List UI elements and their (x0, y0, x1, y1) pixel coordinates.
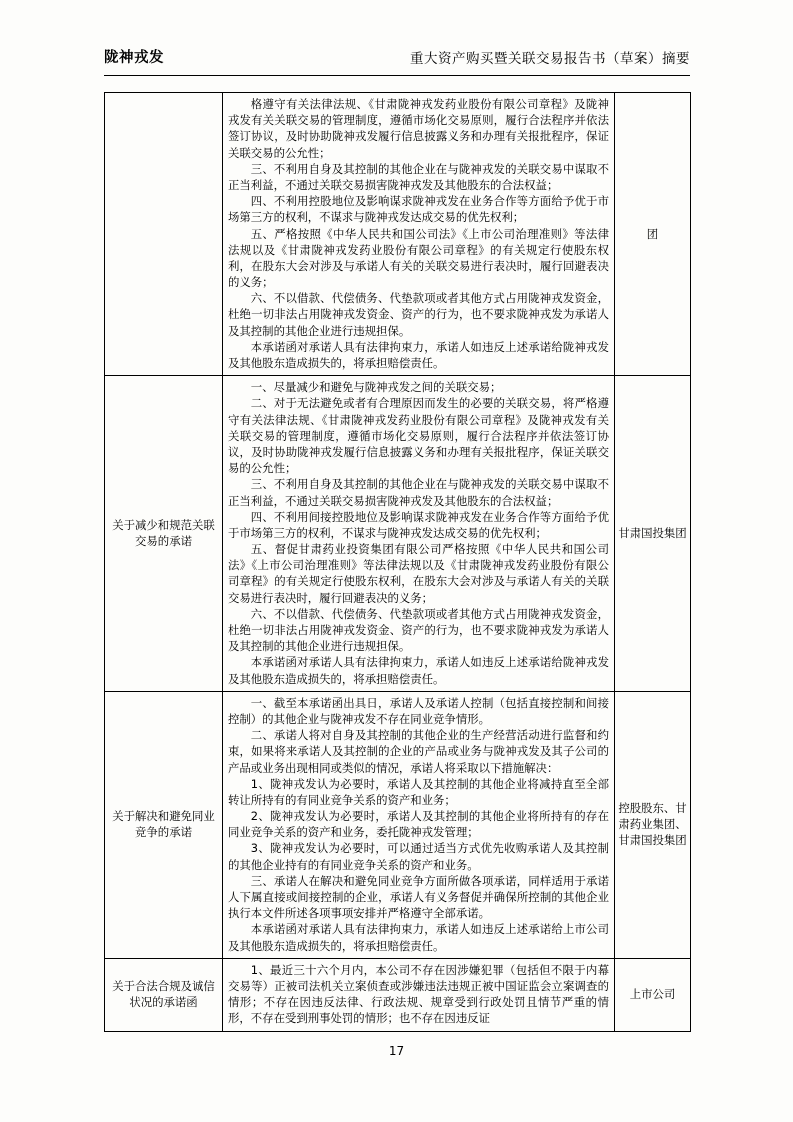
row-party: 甘肃国投集团 (615, 376, 691, 692)
paragraph: 格遵守有关法律法规、《甘肃陇神戎发药业股份有限公司章程》及陇神戎发有关关联交易的管理制度，遵循市场化交易原则，履行合法程序并依法签订协议，及时协助陇神戎发履行信息披露义务和办理有关报批程序，保证关联交易的公允性； (228, 97, 609, 160)
page-number: 17 (388, 1044, 405, 1058)
paragraph: 三、不利用自身及其控制的其他企业在与陇神戎发的关联交易中谋取不正当利益，不通过关联交易损害陇神戎发及其他股东的合法权益； (228, 477, 609, 508)
table-row (105, 93, 691, 376)
paragraph: 六、不以借款、代偿债务、代垫款项或者其他方式占用陇神戎发资金，杜绝一切非法占用陇神戎发资金、资产的行为，也不要求陇神戎发为承诺人及其控制的其他企业进行违规担保。 (228, 606, 609, 654)
paragraph: 四、不利用控股地位及影响谋求陇神戎发在业务合作等方面给予优于市场第三方的权利，不谋求与陇神戎发达成交易的优先权利； (228, 194, 609, 225)
header-document-title: 重大资产购买暨关联交易报告书（草案）摘要 (410, 51, 690, 67)
paragraph: 二、对于无法避免或者有合理原因而发生的必要的关联交易，将严格遵守有关法律法规、《甘肃陇神戎发药业股份有限公司章程》及陇神戎发有关关联交易的管理制度，遵循市场化交易原则，履行合法程序并依法签订协议，及时协助陇神戎发履行信息披露义务和办理有关报批程序，保证关联交易的公允性； (228, 396, 609, 476)
paragraph: 1、陇神戎发认为必要时，承诺人及其控制的其他企业将减持直至全部转让所持有的有同业竞争关系的资产和业务； (228, 776, 609, 807)
paragraph: 三、不利用自身及其控制的其他企业在与陇神戎发的关联交易中谋取不正当利益，不通过关联交易损害陇神戎发及其他股东的合法权益； (228, 161, 609, 192)
row-label: 关于减少和规范关联交易的承诺 (105, 376, 223, 692)
paragraph: 本承诺函对承诺人具有法律拘束力，承诺人如违反上述承诺给陇神戎发及其他股东造成损失的，将承担赔偿责任。 (228, 655, 609, 686)
paragraph: 六、不以借款、代偿债务、代垫款项或者其他方式占用陇神戎发资金，杜绝一切非法占用陇神戎发资金、资产的行为，也不要求陇神戎发为承诺人及其控制的其他企业进行违规担保。 (228, 291, 609, 338)
paragraph: 一、尽量减少和避免与陇神戎发之间的关联交易； (250, 380, 502, 395)
paragraph: 二、承诺人将对自身及其控制的其他企业的生产经营活动进行监督和约束，如果将来承诺人及其控制的企业的产品或业务与陇神戎发及其子公司的产品或业务出现相同或类似的情况，承诺人将采取以下措施解决： (228, 728, 609, 775)
paragraph: 五、督促甘肃药业投资集团有限公司严格按照《中华人民共和国公司法》《上市公司治理准则》等法律法规以及《甘肃陇神戎发药业股份有限公司章程》的有关规定行使股东权利，在股东大会对涉及与承诺人有关的关联交易进行表决时，履行回避表决的义务； (228, 542, 609, 605)
table-row (105, 691, 691, 958)
page-header (104, 46, 690, 67)
paragraph: 本承诺函对承诺人具有法律拘束力，承诺人如违反上述承诺给陇神戎发及其他股东造成损失的，将承担赔偿责任。 (228, 339, 609, 370)
table-row (105, 376, 691, 692)
paragraph: 一、截至本承诺函出具日，承诺人及承诺人控制（包括直接控制和间接控制）的其他企业与陇神戎发不存在同业竞争情形。 (228, 695, 609, 726)
row-party: 控股股东、甘肃药业集团、甘肃国投集团 (615, 691, 691, 958)
paragraph: 本承诺函对承诺人具有法律拘束力，承诺人如违反上述承诺给上市公司及其他股东造成损失的，将承担赔偿责任。 (228, 922, 609, 953)
paragraph: 1、最近三十六个月内，本公司不存在因涉嫌犯罪（包括但不限于内幕交易等）正被司法机关立案侦查或涉嫌违法违规正被中国证监会立案调查的情形；不存在因违反法律、行政法规、规章受到行政处罚且情节严重的情形，不存在受到刑事处罚的情形；也不存在因违反证 (228, 962, 609, 1026)
row-party: 上市公司 (615, 958, 691, 1031)
row-label (105, 93, 223, 376)
paragraph: 五、严格按照《中华人民共和国公司法》《上市公司治理准则》等法律法规以及《甘肃陇神戎发药业股份有限公司章程》的有关规定行使股东权利，在股东大会对涉及与承诺人有关的关联交易进行表决时，履行回避表决的义务； (228, 226, 609, 290)
row-body (223, 93, 615, 376)
row-body (223, 376, 615, 692)
row-body (223, 958, 615, 1031)
header-company-name: 陇神戎发 (104, 50, 164, 66)
paragraph: 三、承诺人在解决和避免同业竞争方面所做各项承诺，同样适用于承诺人下属直接或间接控制的企业，承诺人有义务督促并确保所控制的其他企业执行本文件所述各项事项安排并严格遵守全部承诺。 (228, 873, 609, 921)
paragraph: 四、不利用间接控股地位及影响谋求陇神戎发在业务合作等方面给予优于市场第三方的权利，不谋求与陇神戎发达成交易的优先权利； (228, 509, 609, 540)
paragraph: 3、陇神戎发认为必要时，可以通过适当方式优先收购承诺人及其控制的其他企业持有的有同业竞争关系的资产和业务。 (228, 841, 609, 872)
commitments-table (104, 92, 691, 1032)
row-label: 关于合法合规及诚信状况的承诺函 (105, 958, 223, 1031)
header-divider (104, 75, 690, 76)
paragraph: 2、陇神戎发认为必要时，承诺人及其控制的其他企业将所持有的存在同业竞争关系的资产和业务，委托陇神戎发管理； (228, 809, 609, 840)
row-body (223, 691, 615, 958)
row-label: 关于解决和避免同业竞争的承诺 (105, 691, 223, 958)
table-row (105, 958, 691, 1031)
row-party: 团 (615, 93, 691, 376)
